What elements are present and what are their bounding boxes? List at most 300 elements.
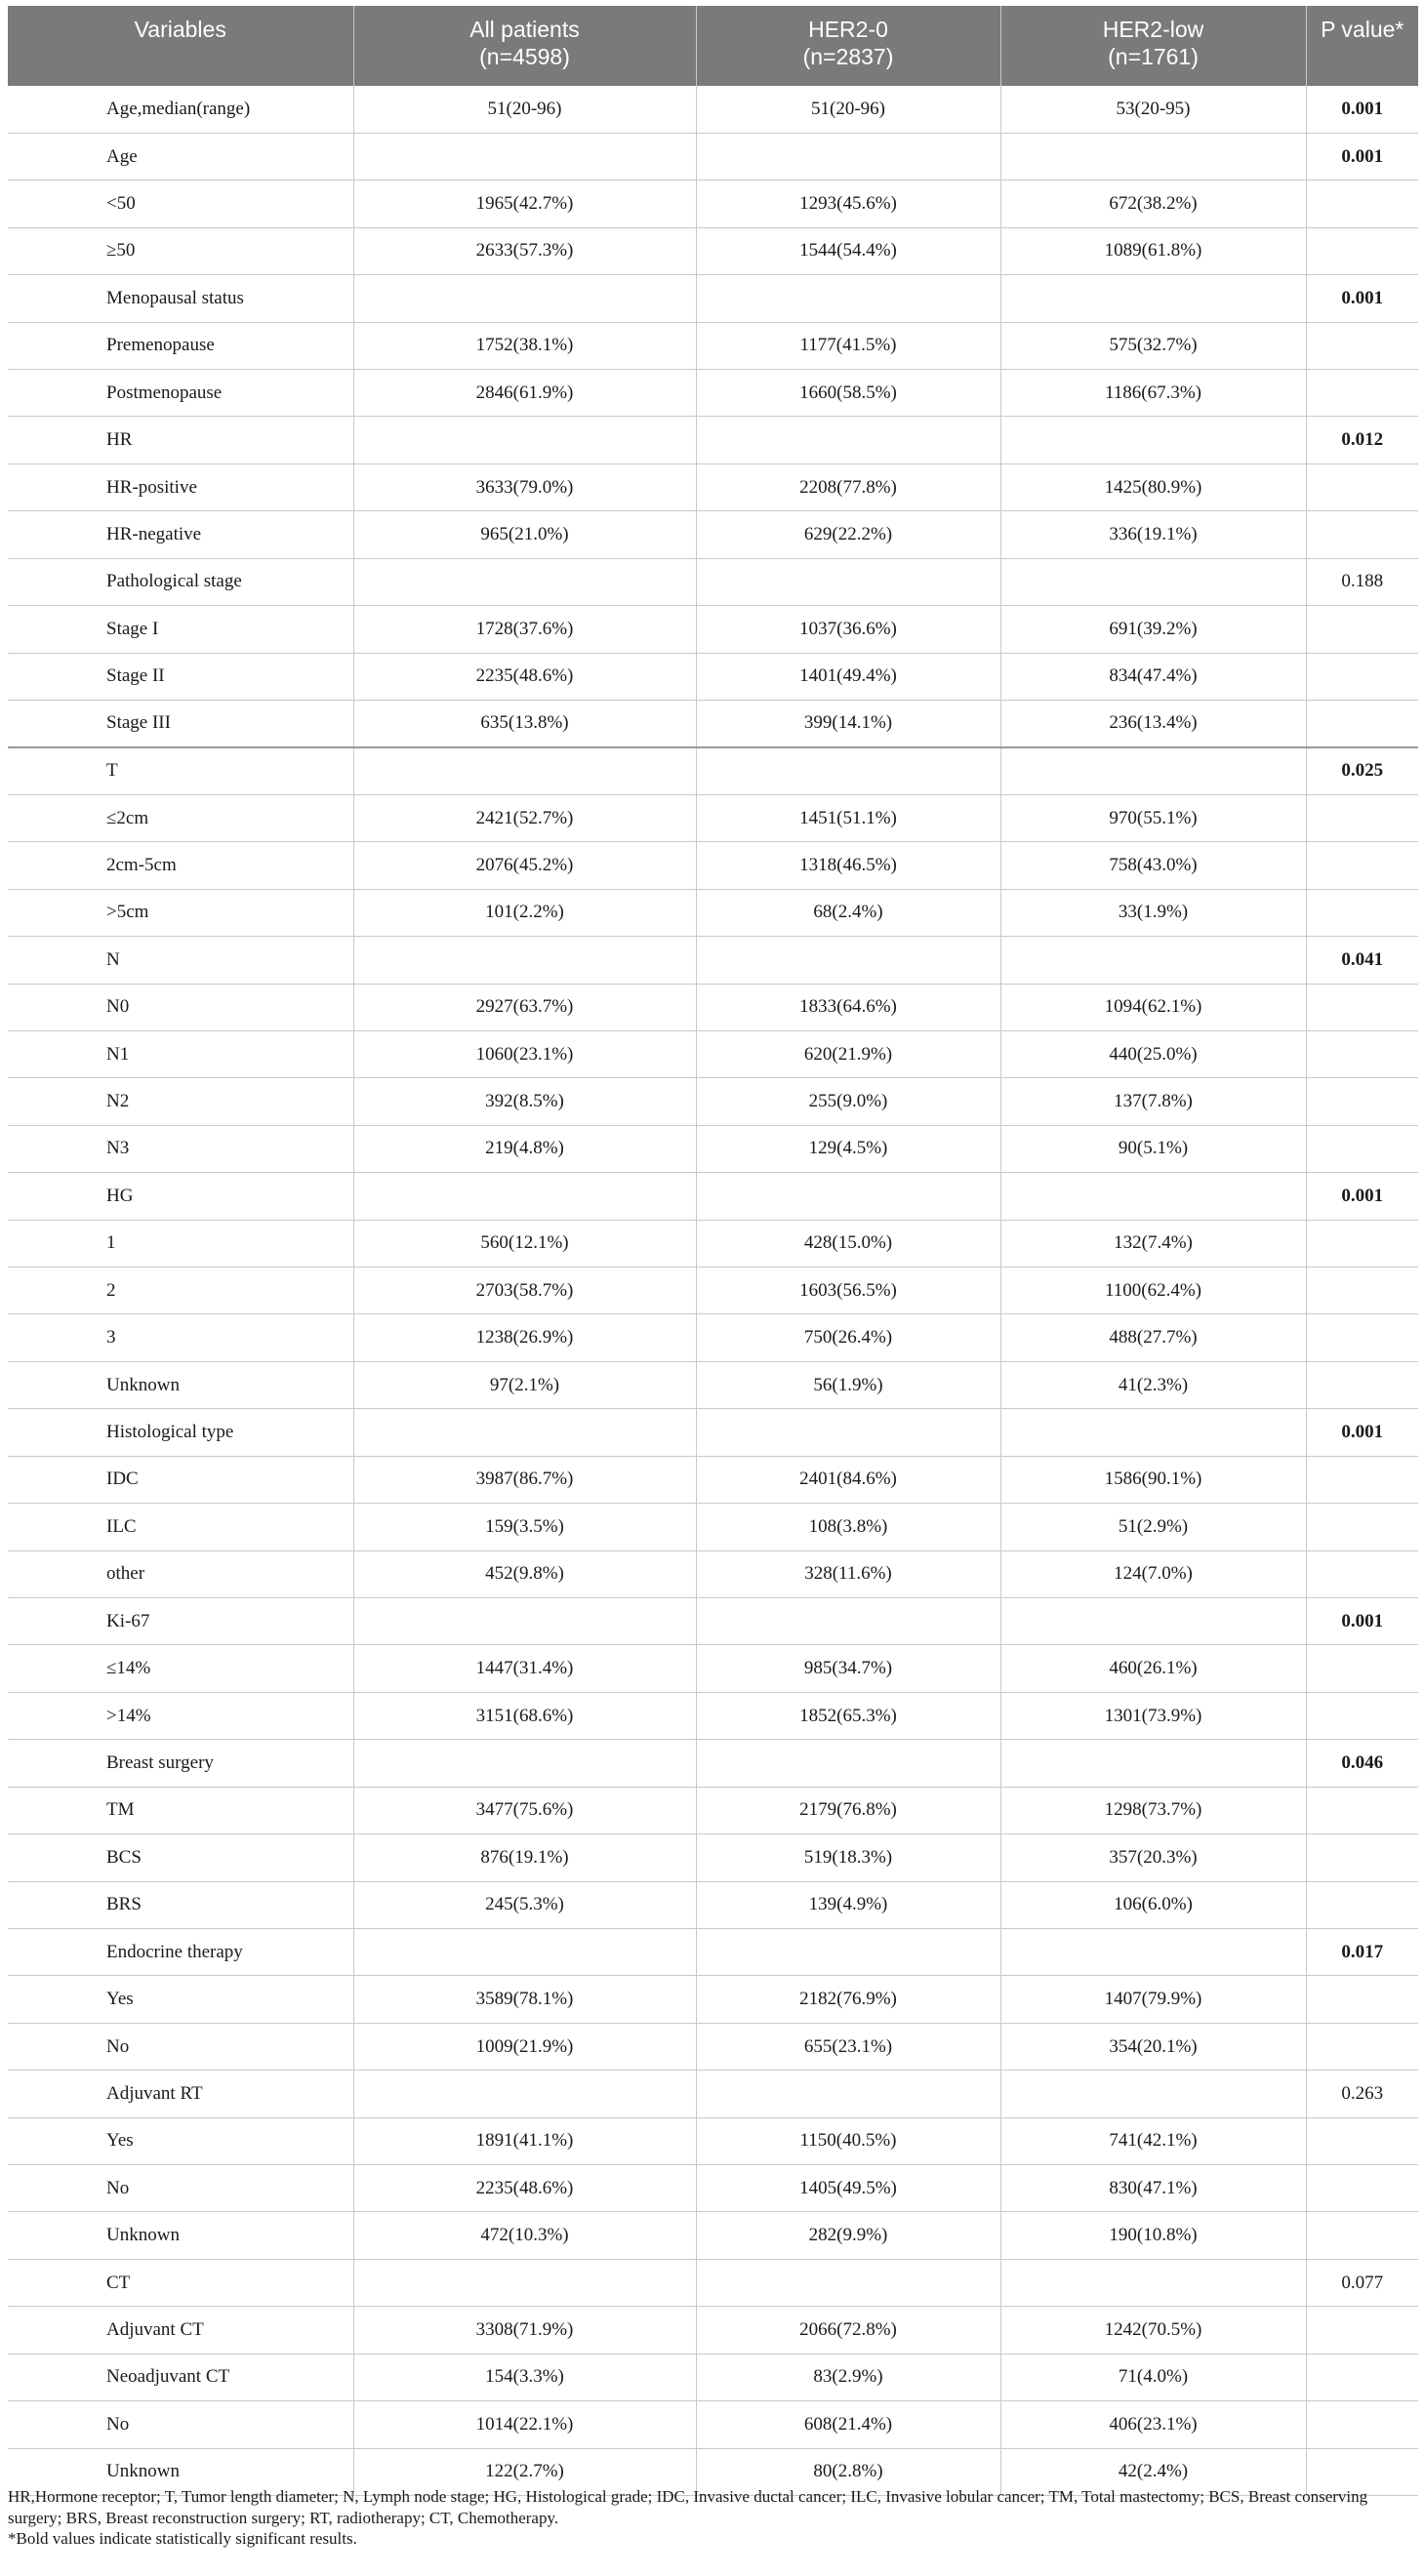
table-row: [8, 653, 1418, 700]
her2-0-cell: 1833(64.6%): [696, 984, 1000, 1030]
header-row: [8, 6, 1418, 86]
her2-low-cell: [1000, 1740, 1306, 1787]
variable-label: ≥50: [106, 240, 136, 262]
her2-0-cell: 2208(77.8%): [696, 463, 1000, 510]
all-patients-cell: 2633(57.3%): [353, 227, 696, 274]
her2-0-cell: 2179(76.8%): [696, 1787, 1000, 1833]
variable-cell: [8, 1881, 353, 1928]
table-row: [8, 1078, 1418, 1125]
table-row: [8, 842, 1418, 889]
all-patients-cell: 245(5.3%): [353, 1881, 696, 1928]
variable-label: Unknown: [106, 2225, 180, 2246]
variable-label: No: [106, 2035, 130, 2057]
p-value-cell: [1306, 606, 1418, 653]
p-value-cell: 0.001: [1306, 86, 1418, 133]
table-row: [8, 1268, 1418, 1314]
her2-low-cell: [1000, 275, 1306, 322]
table-row: [8, 1314, 1418, 1361]
p-value-cell: [1306, 2354, 1418, 2400]
table-row: [8, 1645, 1418, 1692]
her2-0-cell: 1401(49.4%): [696, 653, 1000, 700]
her2-0-cell: 750(26.4%): [696, 1314, 1000, 1361]
her2-low-cell: 1242(70.5%): [1000, 2307, 1306, 2354]
p-value-cell: 0.012: [1306, 417, 1418, 463]
her2-low-cell: 53(20-95): [1000, 86, 1306, 133]
table-row: [8, 227, 1418, 274]
p-value-cell: [1306, 1550, 1418, 1597]
variable-cell: [8, 2354, 353, 2400]
table-row-category: [8, 2071, 1418, 2117]
header-all-patients-title: All patients: [469, 17, 580, 42]
p-value-cell: [1306, 984, 1418, 1030]
variable-label: <50: [106, 193, 136, 215]
all-patients-cell: 1965(42.7%): [353, 181, 696, 227]
all-patients-cell: 1060(23.1%): [353, 1030, 696, 1077]
p-value-cell: [1306, 794, 1418, 841]
variable-cell: [8, 463, 353, 510]
variable-cell: [8, 747, 353, 794]
variable-label: Stage II: [106, 665, 165, 687]
her2-low-cell: 1094(62.1%): [1000, 984, 1306, 1030]
variable-cell: [8, 275, 353, 322]
her2-low-cell: 71(4.0%): [1000, 2354, 1306, 2400]
variable-label: IDC: [106, 1469, 139, 1490]
all-patients-cell: [353, 2259, 696, 2306]
p-value-cell: [1306, 2401, 1418, 2448]
her2-0-cell: 620(21.9%): [696, 1030, 1000, 1077]
her2-low-cell: 236(13.4%): [1000, 700, 1306, 746]
her2-low-cell: 834(47.4%): [1000, 653, 1306, 700]
her2-low-cell: [1000, 1173, 1306, 1220]
her2-low-cell: 357(20.3%): [1000, 1834, 1306, 1881]
variable-label: Premenopause: [106, 335, 215, 356]
her2-low-cell: 1100(62.4%): [1000, 1268, 1306, 1314]
her2-low-cell: 488(27.7%): [1000, 1314, 1306, 1361]
variable-label: Histological type: [106, 1422, 234, 1443]
variable-label: ILC: [106, 1515, 137, 1537]
all-patients-cell: 3308(71.9%): [353, 2307, 696, 2354]
her2-0-cell: 2182(76.9%): [696, 1976, 1000, 2023]
patient-characteristics-table: [8, 6, 1418, 2496]
variable-cell: [8, 86, 353, 133]
variable-cell: [8, 2023, 353, 2070]
all-patients-cell: 51(20-96): [353, 86, 696, 133]
all-patients-cell: 3589(78.1%): [353, 1976, 696, 2023]
variable-label: Stage III: [106, 712, 171, 734]
her2-low-cell: 51(2.9%): [1000, 1504, 1306, 1550]
header-her2-0-title: HER2-0: [808, 17, 888, 42]
variable-cell: [8, 1030, 353, 1077]
p-value-cell: [1306, 1834, 1418, 1881]
table-row-category: [8, 1173, 1418, 1220]
all-patients-cell: 635(13.8%): [353, 700, 696, 746]
her2-low-cell: 1186(67.3%): [1000, 370, 1306, 417]
her2-0-cell: [696, 2259, 1000, 2306]
variable-cell: [8, 1976, 353, 2023]
table-row: [8, 1550, 1418, 1597]
her2-low-cell: 672(38.2%): [1000, 181, 1306, 227]
table-row-category: [8, 417, 1418, 463]
all-patients-cell: [353, 1173, 696, 1220]
her2-0-cell: 2401(84.6%): [696, 1456, 1000, 1503]
table-row-category: [8, 1740, 1418, 1787]
all-patients-cell: 1238(26.9%): [353, 1314, 696, 1361]
table-row-category: [8, 133, 1418, 180]
p-value-cell: 0.025: [1306, 747, 1418, 794]
p-value-cell: [1306, 1314, 1418, 1361]
her2-0-cell: [696, 1740, 1000, 1787]
her2-0-cell: 519(18.3%): [696, 1834, 1000, 1881]
p-value-cell: 0.188: [1306, 558, 1418, 605]
all-patients-cell: 2846(61.9%): [353, 370, 696, 417]
her2-low-cell: 970(55.1%): [1000, 794, 1306, 841]
p-value-cell: [1306, 2023, 1418, 2070]
her2-0-cell: [696, 417, 1000, 463]
table-row: [8, 984, 1418, 1030]
p-value-cell: 0.017: [1306, 1928, 1418, 1975]
her2-low-cell: 830(47.1%): [1000, 2165, 1306, 2212]
p-value-cell: [1306, 2117, 1418, 2164]
her2-0-cell: 129(4.5%): [696, 1125, 1000, 1172]
variable-label: HG: [106, 1185, 134, 1206]
header-variables-title: Variables: [134, 17, 226, 42]
variable-cell: [8, 2071, 353, 2117]
all-patients-cell: 1891(41.1%): [353, 2117, 696, 2164]
variable-label: 2cm-5cm: [106, 854, 177, 875]
all-patients-cell: 1752(38.1%): [353, 322, 696, 369]
table-row: [8, 1030, 1418, 1077]
her2-0-cell: 1660(58.5%): [696, 370, 1000, 417]
table-row: [8, 2401, 1418, 2448]
table-row: [8, 1220, 1418, 1267]
table-row: [8, 2212, 1418, 2259]
header-her2-low-count: (n=1761): [1108, 44, 1199, 69]
all-patients-cell: [353, 2071, 696, 2117]
header-p-value: [1306, 6, 1418, 86]
her2-0-cell: [696, 1598, 1000, 1645]
her2-low-cell: [1000, 417, 1306, 463]
variable-cell: [8, 417, 353, 463]
all-patients-cell: 472(10.3%): [353, 2212, 696, 2259]
variable-label: TM: [106, 1799, 135, 1821]
variable-label: Adjuvant CT: [106, 2319, 204, 2341]
her2-low-cell: 691(39.2%): [1000, 606, 1306, 653]
her2-0-cell: 1293(45.6%): [696, 181, 1000, 227]
variable-label: other: [106, 1563, 145, 1585]
variable-cell: [8, 1645, 353, 1692]
her2-low-cell: 460(26.1%): [1000, 1645, 1306, 1692]
variable-label: N: [106, 948, 120, 970]
table-row: [8, 2307, 1418, 2354]
variable-cell: [8, 889, 353, 936]
her2-0-cell: 51(20-96): [696, 86, 1000, 133]
p-value-cell: [1306, 1220, 1418, 1267]
table-row-category: [8, 1598, 1418, 1645]
her2-low-cell: 758(43.0%): [1000, 842, 1306, 889]
all-patients-cell: 2235(48.6%): [353, 653, 696, 700]
her2-low-cell: 41(2.3%): [1000, 1361, 1306, 1408]
her2-0-cell: 1852(65.3%): [696, 1692, 1000, 1739]
variable-label: Breast surgery: [106, 1751, 214, 1773]
variable-label: ≤2cm: [106, 807, 149, 828]
variable-label: BCS: [106, 1846, 142, 1868]
variable-label: N0: [106, 996, 130, 1018]
p-value-cell: [1306, 463, 1418, 510]
all-patients-cell: 97(2.1%): [353, 1361, 696, 1408]
all-patients-cell: 159(3.5%): [353, 1504, 696, 1550]
table-row-category: [8, 1409, 1418, 1456]
all-patients-cell: 2703(58.7%): [353, 1268, 696, 1314]
variable-label: BRS: [106, 1894, 142, 1915]
her2-low-cell: 1301(73.9%): [1000, 1692, 1306, 1739]
her2-low-cell: 1407(79.9%): [1000, 1976, 1306, 2023]
variable-cell: [8, 1125, 353, 1172]
variable-cell: [8, 1692, 353, 1739]
her2-low-cell: 406(23.1%): [1000, 2401, 1306, 2448]
p-value-cell: 0.001: [1306, 1409, 1418, 1456]
p-value-cell: [1306, 227, 1418, 274]
variable-cell: [8, 1456, 353, 1503]
variable-cell: [8, 700, 353, 746]
all-patients-cell: 876(19.1%): [353, 1834, 696, 1881]
variable-label: T: [106, 760, 118, 782]
variable-label: Menopausal status: [106, 287, 244, 308]
table-row-category: [8, 275, 1418, 322]
variable-label: Unknown: [106, 2461, 180, 2482]
variable-cell: [8, 1314, 353, 1361]
her2-0-cell: 608(21.4%): [696, 2401, 1000, 2448]
all-patients-cell: 2235(48.6%): [353, 2165, 696, 2212]
variable-cell: [8, 1787, 353, 1833]
all-patients-cell: 3633(79.0%): [353, 463, 696, 510]
table-row: [8, 1456, 1418, 1503]
her2-low-cell: 1089(61.8%): [1000, 227, 1306, 274]
variable-label: Endocrine therapy: [106, 1941, 243, 1962]
all-patients-cell: 1014(22.1%): [353, 2401, 696, 2448]
her2-low-cell: 33(1.9%): [1000, 889, 1306, 936]
her2-low-cell: 1586(90.1%): [1000, 1456, 1306, 1503]
p-value-cell: [1306, 1504, 1418, 1550]
variable-label: CT: [106, 2272, 131, 2293]
p-value-cell: [1306, 2212, 1418, 2259]
her2-0-cell: [696, 133, 1000, 180]
all-patients-cell: [353, 1928, 696, 1975]
her2-0-cell: 139(4.9%): [696, 1881, 1000, 1928]
all-patients-cell: [353, 1409, 696, 1456]
her2-0-cell: [696, 1173, 1000, 1220]
her2-low-cell: 1425(80.9%): [1000, 463, 1306, 510]
variable-label: N2: [106, 1091, 130, 1112]
variable-cell: [8, 1173, 353, 1220]
her2-0-cell: 1451(51.1%): [696, 794, 1000, 841]
table-row: [8, 1834, 1418, 1881]
variable-label: Stage I: [106, 618, 159, 639]
variable-label: HR: [106, 429, 133, 451]
all-patients-cell: 392(8.5%): [353, 1078, 696, 1125]
her2-0-cell: 1544(54.4%): [696, 227, 1000, 274]
variable-cell: [8, 1550, 353, 1597]
her2-0-cell: 985(34.7%): [696, 1645, 1000, 1692]
table-row: [8, 2354, 1418, 2400]
variable-label: Yes: [106, 2130, 134, 2152]
her2-0-cell: 629(22.2%): [696, 511, 1000, 558]
variable-cell: [8, 2165, 353, 2212]
p-value-cell: [1306, 2307, 1418, 2354]
all-patients-cell: 452(9.8%): [353, 1550, 696, 1597]
p-value-cell: [1306, 511, 1418, 558]
all-patients-cell: 1728(37.6%): [353, 606, 696, 653]
variable-cell: [8, 2307, 353, 2354]
variable-label: >5cm: [106, 902, 149, 923]
her2-0-cell: [696, 275, 1000, 322]
variable-cell: [8, 1598, 353, 1645]
all-patients-cell: 2927(63.7%): [353, 984, 696, 1030]
header-her2-low-title: HER2-low: [1102, 17, 1204, 42]
her2-low-cell: [1000, 2259, 1306, 2306]
all-patients-cell: 2421(52.7%): [353, 794, 696, 841]
p-value-cell: [1306, 842, 1418, 889]
table-row: [8, 1976, 1418, 2023]
all-patients-cell: 1009(21.9%): [353, 2023, 696, 2070]
header-variables: [8, 6, 353, 86]
table-row: [8, 1125, 1418, 1172]
p-value-cell: [1306, 653, 1418, 700]
her2-0-cell: 2066(72.8%): [696, 2307, 1000, 2354]
table-row: [8, 1787, 1418, 1833]
her2-0-cell: 1603(56.5%): [696, 1268, 1000, 1314]
all-patients-cell: 1447(31.4%): [353, 1645, 696, 1692]
her2-low-cell: [1000, 1409, 1306, 1456]
variable-label: ≤14%: [106, 1658, 151, 1679]
her2-0-cell: 1150(40.5%): [696, 2117, 1000, 2164]
her2-0-cell: 255(9.0%): [696, 1078, 1000, 1125]
table-footnotes: [8, 2486, 1418, 2550]
all-patients-cell: 3151(68.6%): [353, 1692, 696, 1739]
table-row: [8, 2117, 1418, 2164]
her2-0-cell: 282(9.9%): [696, 2212, 1000, 2259]
her2-0-cell: [696, 747, 1000, 794]
variable-label: 2: [106, 1279, 116, 1301]
her2-low-cell: 132(7.4%): [1000, 1220, 1306, 1267]
abbreviations-footnote: HR,Hormone receptor; T, Tumor length diameter; N, Lymph node stage; HG, Histological grade; IDC, Invasive ductal cancer; ILC, Invasive lobular cancer; TM, Total mastectomy; BCS, Breast conserving surgery; BRS, Breast reconstruction surgery; RT, radiotherapy; CT, Chemotherapy.: [8, 2487, 1368, 2527]
table-header: [8, 6, 1418, 86]
her2-0-cell: [696, 1409, 1000, 1456]
variable-cell: [8, 322, 353, 369]
her2-low-cell: [1000, 558, 1306, 605]
variable-cell: [8, 2212, 353, 2259]
all-patients-cell: 3477(75.6%): [353, 1787, 696, 1833]
her2-low-cell: 90(5.1%): [1000, 1125, 1306, 1172]
variable-cell: [8, 370, 353, 417]
p-value-cell: [1306, 1645, 1418, 1692]
her2-low-cell: [1000, 1598, 1306, 1645]
all-patients-cell: 101(2.2%): [353, 889, 696, 936]
table-body: [8, 86, 1418, 2496]
all-patients-cell: [353, 133, 696, 180]
variable-cell: [8, 1740, 353, 1787]
p-value-cell: [1306, 1881, 1418, 1928]
her2-0-cell: 83(2.9%): [696, 2354, 1000, 2400]
table-row-category: [8, 1928, 1418, 1975]
p-value-cell: [1306, 1078, 1418, 1125]
variable-label: Pathological stage: [106, 571, 242, 592]
p-value-cell: [1306, 1456, 1418, 1503]
variable-label: 3: [106, 1327, 116, 1348]
variable-cell: [8, 653, 353, 700]
variable-cell: [8, 1361, 353, 1408]
all-patients-cell: 122(2.7%): [353, 2448, 696, 2495]
table-row-category: [8, 937, 1418, 984]
variable-cell: [8, 1409, 353, 1456]
p-value-cell: [1306, 1976, 1418, 2023]
variable-cell: [8, 227, 353, 274]
her2-low-cell: 575(32.7%): [1000, 322, 1306, 369]
variable-cell: [8, 2259, 353, 2306]
variable-label: No: [106, 2413, 130, 2435]
all-patients-cell: 560(12.1%): [353, 1220, 696, 1267]
header-p-value-title: P value*: [1321, 17, 1405, 42]
her2-low-cell: 336(19.1%): [1000, 511, 1306, 558]
variable-cell: [8, 1928, 353, 1975]
her2-low-cell: 42(2.4%): [1000, 2448, 1306, 2495]
variable-label: >14%: [106, 1705, 151, 1726]
her2-0-cell: 68(2.4%): [696, 889, 1000, 936]
p-value-cell: [1306, 700, 1418, 746]
table-row: [8, 1692, 1418, 1739]
p-value-cell: 0.001: [1306, 1173, 1418, 1220]
all-patients-cell: 154(3.3%): [353, 2354, 696, 2400]
p-value-cell: 0.001: [1306, 133, 1418, 180]
bold-values-footnote: *Bold values indicate statistically significant results.: [8, 2529, 357, 2548]
p-value-cell: [1306, 1268, 1418, 1314]
all-patients-cell: 219(4.8%): [353, 1125, 696, 1172]
her2-0-cell: 1318(46.5%): [696, 842, 1000, 889]
p-value-cell: [1306, 889, 1418, 936]
variable-cell: [8, 1078, 353, 1125]
her2-0-cell: 399(14.1%): [696, 700, 1000, 746]
variable-cell: [8, 1834, 353, 1881]
variable-cell: [8, 511, 353, 558]
variable-cell: [8, 794, 353, 841]
p-value-cell: 0.077: [1306, 2259, 1418, 2306]
table-row: [8, 181, 1418, 227]
table-row: [8, 2165, 1418, 2212]
all-patients-cell: [353, 937, 696, 984]
all-patients-cell: [353, 275, 696, 322]
all-patients-cell: 2076(45.2%): [353, 842, 696, 889]
variable-cell: [8, 842, 353, 889]
variable-label: Age: [106, 145, 138, 167]
p-value-cell: 0.041: [1306, 937, 1418, 984]
variable-label: Ki-67: [106, 1610, 150, 1631]
table-container: [8, 6, 1418, 2496]
p-value-cell: 0.001: [1306, 1598, 1418, 1645]
her2-low-cell: 190(10.8%): [1000, 2212, 1306, 2259]
all-patients-cell: 965(21.0%): [353, 511, 696, 558]
p-value-cell: [1306, 2165, 1418, 2212]
variable-cell: [8, 133, 353, 180]
all-patients-cell: [353, 747, 696, 794]
p-value-cell: [1306, 1125, 1418, 1172]
her2-0-cell: 655(23.1%): [696, 2023, 1000, 2070]
all-patients-cell: [353, 417, 696, 463]
p-value-cell: [1306, 1787, 1418, 1833]
variable-label: Unknown: [106, 1374, 180, 1395]
table-row: [8, 606, 1418, 653]
her2-0-cell: 108(3.8%): [696, 1504, 1000, 1550]
her2-low-cell: 1298(73.7%): [1000, 1787, 1306, 1833]
variable-label: 1: [106, 1232, 116, 1254]
